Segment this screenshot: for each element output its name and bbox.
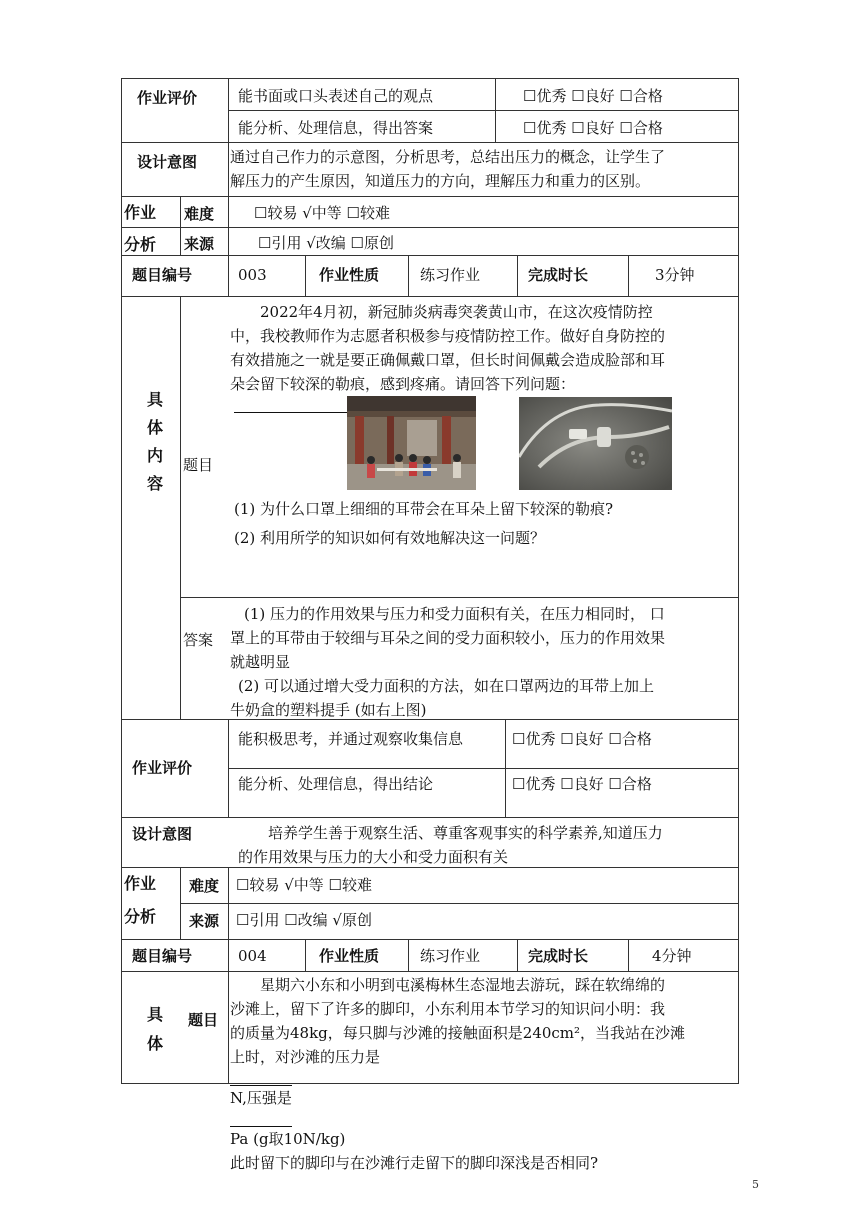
- difficulty-options-1[interactable]: ☐较易 √中等 ☐较难: [254, 204, 390, 222]
- epidemic-volunteer-photo: [347, 396, 476, 490]
- answer-text-3: (1) 压力的作用效果与压力和受力面积有关，在压力相同时， 口 罩上的耳带由于较细与耳朵之间的受力面积较小，压力的作用效果 就越明显 (2) 可以通过增大受力面积的方法，如在口罩两边的耳带上加上 牛奶盒的塑料提手 (如右上图): [230, 605, 666, 719]
- question-number-label-3: 题目编号: [132, 266, 193, 284]
- eval-options-2b[interactable]: ☐优秀 ☐良好 ☐合格: [512, 775, 652, 793]
- content-char-1: 具: [147, 390, 164, 409]
- eval-criterion-1a: 能书面或口头表述自己的观点: [238, 87, 434, 105]
- difficulty-label-2: 难度: [189, 877, 220, 895]
- force-answer-blank[interactable]: [230, 1069, 292, 1086]
- question-label-4: 题目: [188, 1011, 219, 1029]
- eval-criterion-1b: 能分析、处理信息，得出答案: [238, 119, 434, 137]
- content-char-4-1: 具: [147, 1005, 164, 1024]
- source-options-1[interactable]: ☐引用 √改编 ☐原创: [258, 234, 394, 252]
- source-options-2[interactable]: ☐引用 ☐改编 √原创: [236, 911, 372, 929]
- work-type-4: 练习作业: [420, 947, 481, 965]
- eval-criterion-2b: 能分析、处理信息，得出结论: [238, 775, 434, 793]
- work-type-3: 练习作业: [420, 266, 481, 284]
- duration-3: 3分钟: [655, 266, 695, 284]
- question-label-3: 题目: [183, 456, 214, 474]
- content-char-2: 体: [147, 418, 164, 437]
- eval-label-2: 作业评价: [132, 759, 193, 777]
- source-label-2: 来源: [189, 912, 220, 930]
- work-type-label-4: 作业性质: [319, 947, 380, 965]
- pressure-answer-blank[interactable]: [230, 1110, 292, 1127]
- duration-4: 4分钟: [652, 947, 692, 965]
- duration-label-3: 完成时长: [528, 266, 589, 284]
- source-label-1: 来源: [184, 235, 215, 253]
- design-text-2: 培养学生善于观察生活、尊重客观事实的科学素养,知道压力 的作用效果与压力的大小和受力面积有关: [238, 824, 663, 866]
- design-text-1: 通过自己作力的示意图，分析思考，总结出压力的概念，让学生了 解压力的产生原因，知道压力的方向，理解压力和重力的区别。: [230, 148, 666, 190]
- analysis-label-bottom-1: 分析: [124, 235, 157, 254]
- difficulty-label-1: 难度: [184, 205, 215, 223]
- answer-label-3: 答案: [183, 631, 214, 649]
- work-type-label-3: 作业性质: [319, 266, 380, 284]
- analysis-label-top-2: 作业: [124, 874, 157, 893]
- question-number-3: 003: [238, 266, 267, 284]
- eval-options-2a[interactable]: ☐优秀 ☐良好 ☐合格: [512, 730, 652, 748]
- eval-label-1: 作业评价: [137, 89, 198, 107]
- duration-label-4: 完成时长: [528, 947, 589, 965]
- eval-criterion-2a: 能积极思考，并通过观察收集信息: [238, 730, 464, 748]
- content-char-4: 容: [147, 474, 164, 493]
- question-number-4: 004: [238, 947, 267, 965]
- analysis-label-bottom-2: 分析: [124, 907, 157, 926]
- sub-question-3-1: (1) 为什么口罩上细细的耳带会在耳朵上留下较深的勒痕?: [234, 500, 614, 518]
- design-label-2: 设计意图: [132, 825, 193, 843]
- content-char-4-2: 体: [147, 1034, 164, 1053]
- eval-options-1b[interactable]: ☐优秀 ☐良好 ☐合格: [523, 119, 663, 137]
- design-label-1: 设计意图: [137, 153, 198, 171]
- eval-options-1a[interactable]: ☐优秀 ☐良好 ☐合格: [523, 87, 663, 105]
- difficulty-options-2[interactable]: ☐较易 √中等 ☐较难: [236, 876, 372, 894]
- content-char-3: 内: [147, 446, 164, 465]
- page-number: 5: [752, 1178, 759, 1191]
- mask-ear-strap-photo: [519, 397, 672, 490]
- sub-question-3-2: (2) 利用所学的知识如何有效地解决这一问题？: [234, 529, 546, 547]
- question-number-label-4: 题目编号: [132, 947, 193, 965]
- analysis-label-top-1: 作业: [124, 203, 157, 222]
- question-text-4: 星期六小东和小明到屯溪梅林生态湿地去游玩，踩在软绵绵的 沙滩上，留下了许多的脚印，小东利用本节学习的知识问小明：我 的质量为48kg，每只脚与沙滩的接触面积是240cm²，当我站在沙滩 上时，对沙滩的压力是 N,压强是 Pa (g取10N/kg) 此时留下的脚印与在沙滩行走留下的脚印深浅是否相同?: [230, 976, 686, 1172]
- question-text-3: 2022年4月初，新冠肺炎病毒突袭黄山市，在这次疫情防控 中，我校教师作为志愿者积极参与疫情防控工作。做好自身防控的 有效措施之一就是要正确佩戴口罩，但长时间佩戴会造成脸部和耳 朵会留下较深的勒痕，感到疼痛。请回答下列问题：: [230, 300, 665, 413]
